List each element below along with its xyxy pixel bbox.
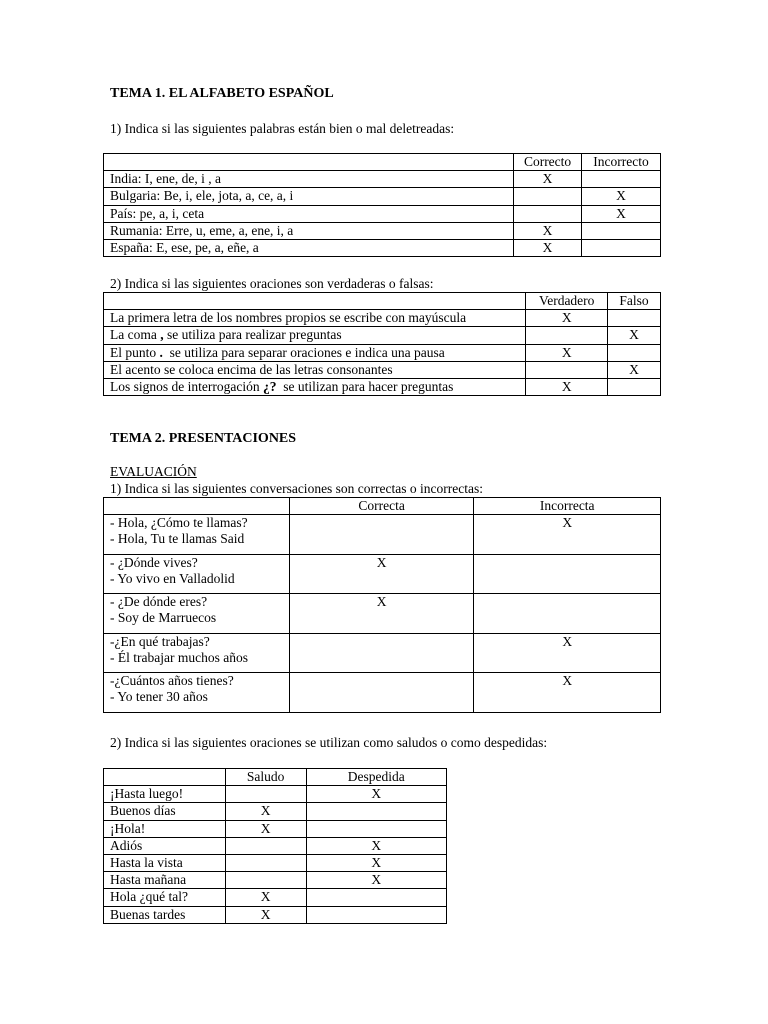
header-saludo: Saludo [225,769,306,786]
conversation-line-1: - ¿De dónde eres? [110,594,208,609]
conversation-cell [104,673,290,713]
row-text-pre: La coma [110,327,161,343]
table-row [104,803,447,820]
mark-falso: X [608,361,661,378]
tema2-title: TEMA 2. PRESENTACIONES [110,431,297,446]
mark-incorrecta: X [474,515,661,555]
row-text-pre: El punto [110,344,160,360]
row-text: Hola ¿qué tal? [104,889,226,906]
mark-verdadero [526,361,608,378]
mark-saludo: X [225,803,306,820]
table-row [104,378,661,395]
table-row [104,906,447,923]
header-incorrecta: Incorrecta [474,498,661,515]
table-row [104,889,447,906]
conversation-line-2: - Hola, Tu te llamas Said [110,531,245,546]
table-row [104,222,661,239]
table-row [104,344,661,361]
mark-correcto: X [514,222,582,239]
row-text: Hasta mañana [104,872,226,889]
row-text-pre: El acento se coloca encima de las letras consonantes [110,361,393,377]
header-correcta: Correcta [289,498,474,515]
table-row [104,239,661,256]
header-cell-empty [104,498,290,515]
row-text: ¡Hasta luego! [104,786,226,803]
mark-correcta [289,633,474,673]
table-row [104,188,661,205]
mark-despedida [306,906,446,923]
conversation-cell [104,594,290,634]
row-text: País: pe, a, i, ceta [104,205,514,222]
conversation-cell [104,633,290,673]
header-falso: Falso [608,293,661,310]
row-text [104,344,526,361]
header-cell-empty [104,769,226,786]
mark-correcto: X [514,171,582,188]
row-text-bold: . [159,344,163,360]
mark-despedida: X [306,854,446,871]
mark-incorrecta [474,554,661,594]
row-text: Buenas tardes [104,906,226,923]
mark-verdadero: X [526,344,608,361]
table-row [104,515,661,555]
header-verdadero: Verdadero [526,293,608,310]
mark-saludo: X [225,906,306,923]
header-cell-empty [104,293,526,310]
mark-saludo [225,837,306,854]
row-text: ¡Hola! [104,820,226,837]
row-text [104,327,526,344]
row-text: España: E, ese, pe, a, eñe, a [104,239,514,256]
mark-despedida: X [306,786,446,803]
table-row [104,820,447,837]
table-row [104,872,447,889]
conversation-line-2: - Yo vivo en Valladolid [110,570,235,586]
mark-saludo [225,854,306,871]
tema2-q2-table [103,768,447,924]
table-row [104,854,447,871]
mark-despedida [306,803,446,820]
header-correcto: Correcto [514,154,582,171]
mark-incorrecta [474,594,661,634]
conversation-line-2: - Él trabajar muchos años [110,649,248,665]
mark-despedida [306,820,446,837]
tema1-q1-table [103,153,661,257]
row-text: Bulgaria: Be, i, ele, jota, a, ce, a, i [104,188,514,205]
table-row [104,171,661,188]
evaluacion-label: EVALUACIÓN [110,464,197,479]
conversation-line-1: - ¿Dónde vives? [110,554,198,570]
table-header-row [104,293,661,310]
mark-incorrecto: X [582,188,661,205]
mark-despedida: X [306,872,446,889]
row-text: Rumania: Erre, u, eme, a, ene, i, a [104,222,514,239]
mark-incorrecta: X [474,673,661,713]
mark-correcta: X [289,594,474,634]
row-text-post: se utiliza para separar oraciones e indica una pausa [162,344,445,360]
mark-correcta [289,673,474,713]
conversation-line-2: - Yo tener 30 años [110,689,208,704]
table-header-row [104,769,447,786]
table-header-row [104,154,661,171]
row-text [104,361,526,378]
tema2-q1-table [103,497,661,713]
tema2-q2-prompt: 2) Indica si las siguientes oraciones se utilizan como saludos o como despedidas: [110,735,548,750]
mark-verdadero: X [526,378,608,395]
mark-correcta [289,515,474,555]
header-despedida: Despedida [306,769,446,786]
mark-saludo [225,786,306,803]
mark-saludo [225,872,306,889]
mark-correcto [514,188,582,205]
table-row [104,837,447,854]
mark-incorrecta: X [474,633,661,673]
mark-incorrecto [582,171,661,188]
table-row [104,361,661,378]
row-text-pre: La primera letra de los nombres propios se escribe con mayúscula [110,310,467,326]
table-row [104,633,661,673]
table-row [104,327,661,344]
conversation-cell [104,515,290,555]
mark-falso: X [608,327,661,344]
mark-falso [608,344,661,361]
tema1-q1-prompt: 1) Indica si las siguientes palabras están bien o mal deletreadas: [110,121,455,136]
mark-incorrecto [582,239,661,256]
mark-incorrecto: X [582,205,661,222]
mark-incorrecto [582,222,661,239]
row-text-post: se utiliza para realizar preguntas [163,327,342,343]
mark-verdadero: X [526,310,608,327]
conversation-line-1: -¿Cuántos años tienes? [110,673,234,688]
mark-correcto: X [514,239,582,256]
header-cell-empty [104,154,514,171]
row-text: Buenos días [104,803,226,820]
tema2-q1-prompt: 1) Indica si las siguientes conversaciones son correctas o incorrectas: [110,481,483,496]
tema1-q2-table [103,292,661,396]
header-incorrecto: Incorrecto [582,154,661,171]
table-row [104,205,661,222]
mark-correcta: X [289,554,474,594]
mark-falso [608,310,661,327]
row-text-bold: , [160,327,164,343]
table-row [104,594,661,634]
tema1-q2-prompt: 2) Indica si las siguientes oraciones son verdaderas o falsas: [110,276,434,291]
table-row [104,554,661,594]
row-text [104,310,526,327]
row-text: Hasta la vista [104,854,226,871]
row-text: India: I, ene, de, i , a [104,171,514,188]
row-text [104,378,526,395]
mark-saludo: X [225,889,306,906]
row-text-post: se utilizan para hacer preguntas [276,378,454,394]
conversation-line-2: - Soy de Marruecos [110,610,217,625]
tema1-title: TEMA 1. EL ALFABETO ESPAÑOL [110,86,334,101]
table-row [104,310,661,327]
row-text-bold: ¿? [262,378,277,394]
mark-correcto [514,205,582,222]
mark-despedida: X [306,837,446,854]
conversation-cell [104,554,290,594]
row-text-pre: Los signos de interrogación [110,378,263,394]
row-text: Adiós [104,837,226,854]
conversation-line-1: -¿En qué trabajas? [110,633,210,649]
mark-despedida [306,889,446,906]
table-row [104,673,661,713]
table-header-row [104,498,661,515]
table-row [104,786,447,803]
mark-falso [608,378,661,395]
mark-saludo: X [225,820,306,837]
mark-verdadero [526,327,608,344]
conversation-line-1: - Hola, ¿Cómo te llamas? [110,515,248,530]
